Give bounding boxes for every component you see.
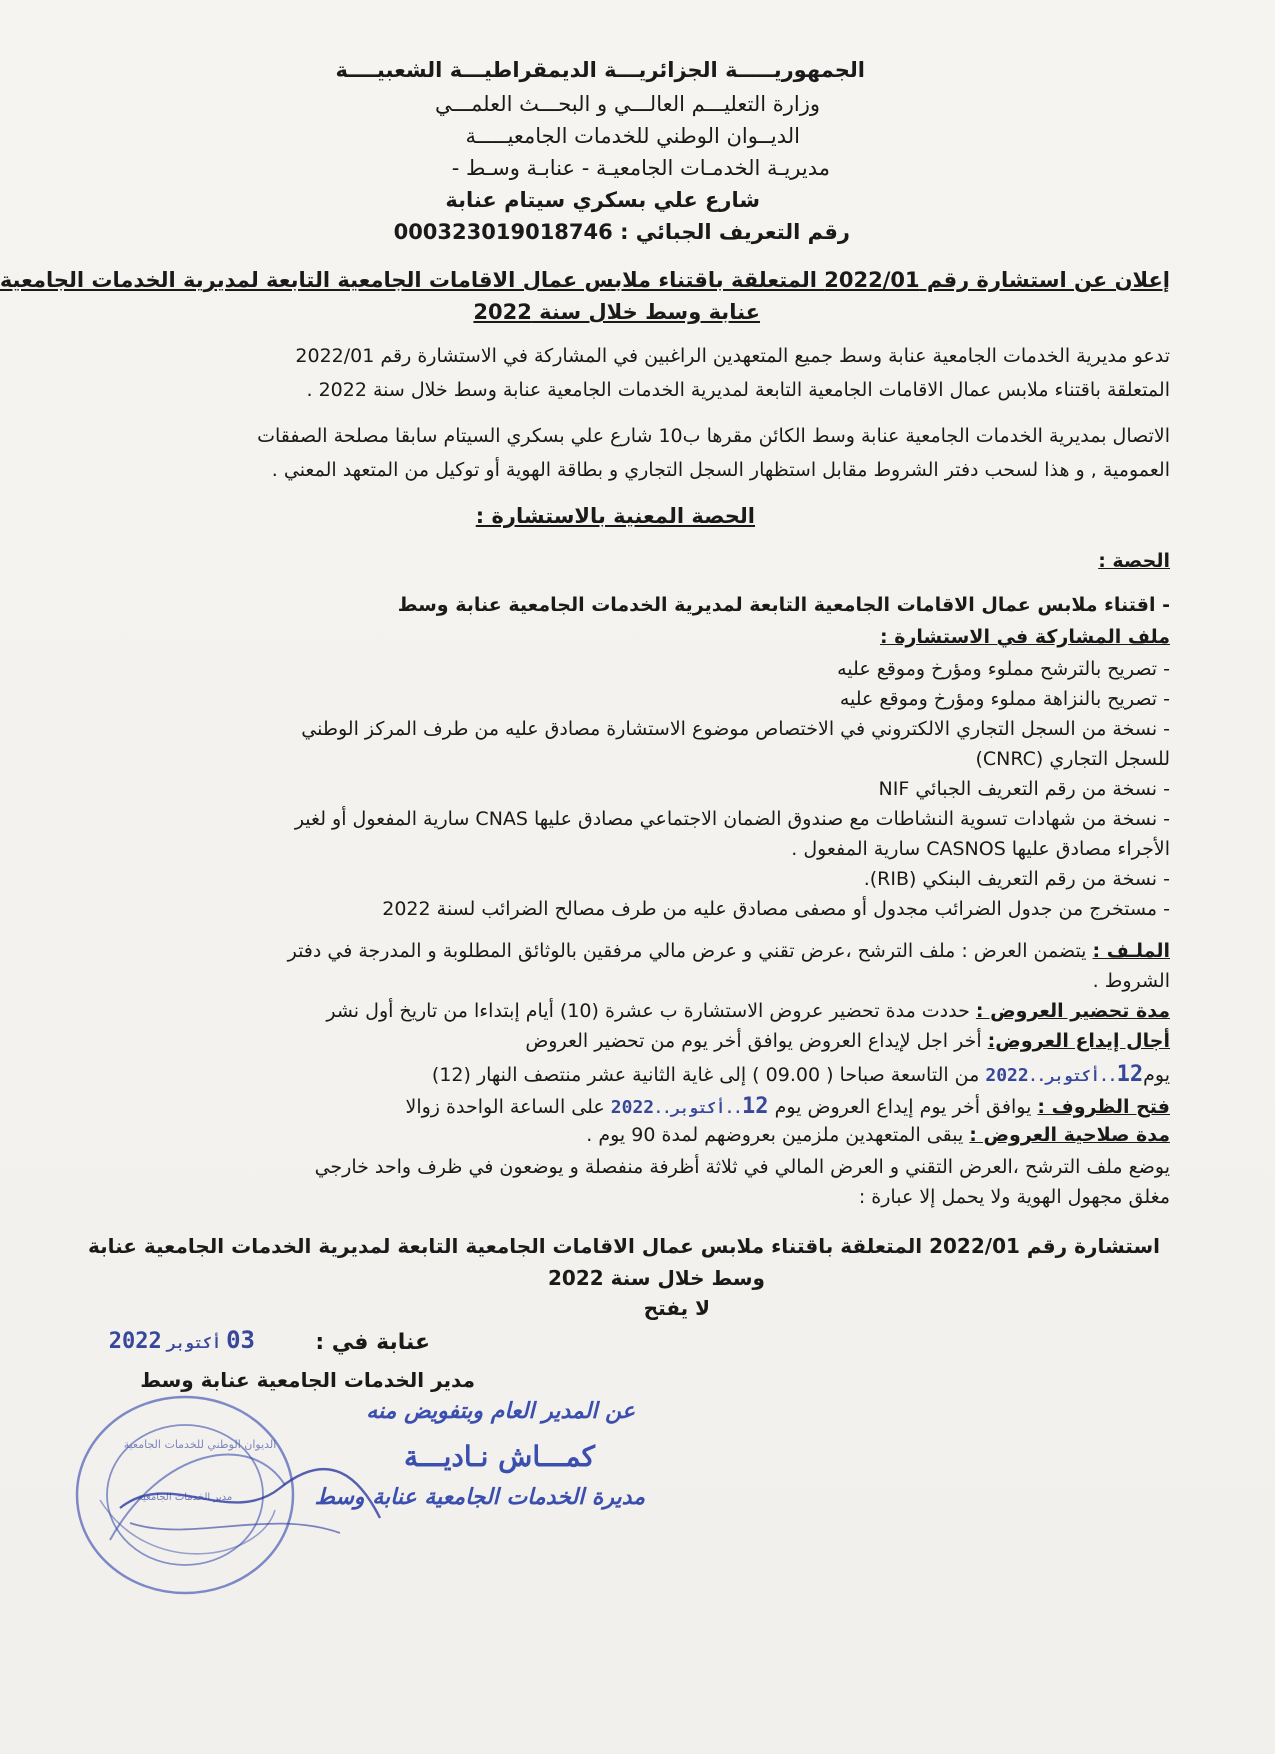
dossier-label: الملـف : bbox=[1092, 940, 1170, 962]
envelope-text-line2: وسط خلال سنة 2022 bbox=[548, 1266, 765, 1290]
signature-hand-line2: كمـــاش نـاديـــة bbox=[404, 1440, 595, 1473]
file-item-3-line2: للسجل التجاري (CNRC) bbox=[975, 748, 1170, 770]
deadline-year-stamp: 2022 bbox=[985, 1065, 1029, 1086]
envelope-instr-line1: يوضع ملف الترشح ،العرض التقني و العرض المالي في ثلاثة أظرفة منفصلة و يوضعون في ظرف واحد خارجي bbox=[314, 1156, 1170, 1178]
signature-hand-line3: مديرة الخدمات الجامعية عنابة وسط bbox=[314, 1484, 645, 1510]
opening-text-a: يوافق أخر يوم إيداع العروض يوم bbox=[774, 1096, 1032, 1118]
opening-row: فتح الظروف : يوافق أخر يوم إيداع العروض يوم 12..أكتوبر..2022 على الساعة الواحدة زوالا bbox=[405, 1094, 1170, 1119]
deadline-date-row: يوم12..أكتوبر..2022 من التاسعة صباحا ( 09.00 ) إلى غاية الثانية عشر منتصف النهار (12) bbox=[431, 1062, 1170, 1087]
lot-section-heading: الحصة المعنية بالاستشارة : bbox=[475, 504, 755, 528]
prep-text: حددت مدة تحضير عروض الاستشارة ب عشرة (10) أيام إبتداءا من تاريخ أول نشر bbox=[326, 1000, 970, 1022]
file-item-5-line1: - نسخة من شهادات تسوية النشاطات مع صندوق الضمان الاجتماعي مصادق عليها CNAS سارية المفعول أو لغير bbox=[294, 808, 1170, 830]
dossier-line2: الشروط . bbox=[1092, 970, 1170, 992]
prep-label: مدة تحضير العروض : bbox=[975, 1000, 1170, 1022]
file-section-heading: ملف المشاركة في الاستشارة : bbox=[880, 626, 1170, 648]
dossier-line1 bbox=[288, 940, 1170, 962]
deadline-day-stamp: 12 bbox=[1116, 1062, 1144, 1087]
deadline-row bbox=[525, 1030, 1170, 1052]
signature-date bbox=[109, 1326, 255, 1354]
file-item-3-line1: - نسخة من السجل التجاري الالكتروني في الاختصاص موضوع الاستشارة مصادق عليه من طرف المركز الوطني bbox=[301, 718, 1170, 740]
header-directorate: مديريـة الخدمـات الجامعيـة - عنابـة وسـط - bbox=[451, 156, 830, 180]
announcement-title-line1: إعلان عن استشارة رقم 2022/01 المتعلقة باقتناء ملابس عمال الاقامات الجامعية التابعة لمديرية الخدمات الجامعية bbox=[0, 268, 1170, 292]
file-item-4: - نسخة من رقم التعريف الجبائي NIF bbox=[878, 778, 1170, 800]
header-office: الديــوان الوطني للخدمات الجامعيـــــة bbox=[465, 124, 800, 148]
seal-text-outer: الديوان الوطني للخدمات الجامعية bbox=[123, 1438, 277, 1451]
deadline-label: أجال إيداع العروض: bbox=[987, 1030, 1170, 1052]
file-item-1: - تصريح بالترشح مملوء ومؤرخ وموقع عليه bbox=[837, 658, 1170, 680]
envelope-instr-line2: مغلق مجهول الهوية ولا يحمل إلا عبارة : bbox=[858, 1186, 1170, 1208]
header-ministry: وزارة التعليـــم العالـــي و البحـــث العلمـــي bbox=[435, 92, 820, 116]
prep-row bbox=[326, 1000, 1170, 1022]
signature-place: عنابة في : bbox=[315, 1330, 430, 1355]
opening-year-stamp: 2022 bbox=[610, 1097, 655, 1118]
signature-date-day: 03 bbox=[226, 1326, 255, 1354]
signature-date-month: أكتوبر bbox=[166, 1334, 221, 1352]
validity-text: يبقى المتعهدين ملزمين بعروضهم لمدة 90 يوم . bbox=[586, 1124, 964, 1146]
validity-label: مدة صلاحية العروض : bbox=[969, 1124, 1170, 1146]
opening-label: فتح الظروف : bbox=[1037, 1096, 1170, 1118]
signature-date-year: 2022 bbox=[108, 1329, 162, 1354]
signature-hand-line1: عن المدير العام وبتفويض منه bbox=[366, 1398, 635, 1424]
contact-line2: العمومية , و هذا لسحب دفتر الشروط مقابل استظهار السجل التجاري و بطاقة الهوية أو توكيل من المتعهد المعني . bbox=[271, 459, 1170, 481]
file-item-5-line2: الأجراء مصادق عليها CASNOS سارية المفعول . bbox=[791, 838, 1170, 860]
validity-row bbox=[586, 1124, 1170, 1146]
deadline-text: أخر اجل لإيداع العروض يوافق أخر يوم من تحضير العروض bbox=[525, 1030, 982, 1052]
envelope-text-line3: لا يفتح bbox=[643, 1296, 710, 1320]
opening-month-stamp: أكتوبر bbox=[671, 1099, 726, 1117]
opening-day-stamp: 12 bbox=[742, 1094, 769, 1119]
header-republic: الجمهوريـــــة الجزائريـــة الديمقراطيـــة الشعبيــــة bbox=[335, 58, 865, 82]
intro-line1: تدعو مديرية الخدمات الجامعية عنابة وسط جميع المتعهدين الراغبين في المشاركة في الاستشارة رقم 2022/01 bbox=[295, 345, 1170, 367]
file-item-6: - نسخة من رقم التعريف البنكي (RIB). bbox=[863, 868, 1170, 890]
deadline-day-prefix: يوم bbox=[1143, 1064, 1170, 1086]
intro-line2: المتعلقة باقتناء ملابس عمال الاقامات الجامعية التابعة لمديرية الخدمات الجامعية عنابة وسط خلال سنة 2022 . bbox=[306, 379, 1170, 401]
announcement-title-line2: عنابة وسط خلال سنة 2022 bbox=[473, 300, 760, 324]
lot-label: الحصة : bbox=[1098, 550, 1170, 572]
opening-text-b: على الساعة الواحدة زوالا bbox=[405, 1096, 605, 1118]
file-item-2: - تصريح بالنزاهة مملوء ومؤرخ وموقع عليه bbox=[839, 688, 1170, 710]
deadline-month-stamp: أكتوبر bbox=[1045, 1067, 1100, 1085]
dossier-text: يتضمن العرض : ملف الترشح ،عرض تقني و عرض مالي مرفقين بالوثائق المطلوبة و المدرجة في دفتر bbox=[287, 940, 1087, 962]
header-address: شارع علي بسكري سيتام عنابة bbox=[445, 188, 760, 212]
file-item-7: - مستخرج من جدول الضرائب مجدول أو مصفى مصادق عليه من طرف مصالح الضرائب لسنة 2022 bbox=[382, 898, 1170, 920]
director-title: مدير الخدمات الجامعية عنابة وسط bbox=[140, 1368, 475, 1392]
envelope-text-line1: استشارة رقم 2022/01 المتعلقة باقتناء ملابس عمال الاقامات الجامعية التابعة لمديرية الخدمات الجامعية عنابة bbox=[87, 1234, 1160, 1258]
signature-scribble bbox=[110, 1448, 390, 1548]
seal-text-inner: مدير الخدمات الجامعية bbox=[137, 1492, 233, 1503]
contact-line1: الاتصال بمديرية الخدمات الجامعية عنابة وسط الكائن مقرها ب10 شارع علي بسكري السيتام سابقا مصلحة الصفقات bbox=[257, 425, 1170, 447]
lot-item: - اقتناء ملابس عمال الاقامات الجامعية التابعة لمديرية الخدمات الجامعية عنابة وسط bbox=[397, 594, 1170, 616]
header-tax-id: رقم التعريف الجبائي : 000323019018746 bbox=[393, 220, 850, 244]
deadline-time: من التاسعة صباحا ( 09.00 ) إلى غاية الثانية عشر منتصف النهار (12) bbox=[431, 1064, 980, 1086]
